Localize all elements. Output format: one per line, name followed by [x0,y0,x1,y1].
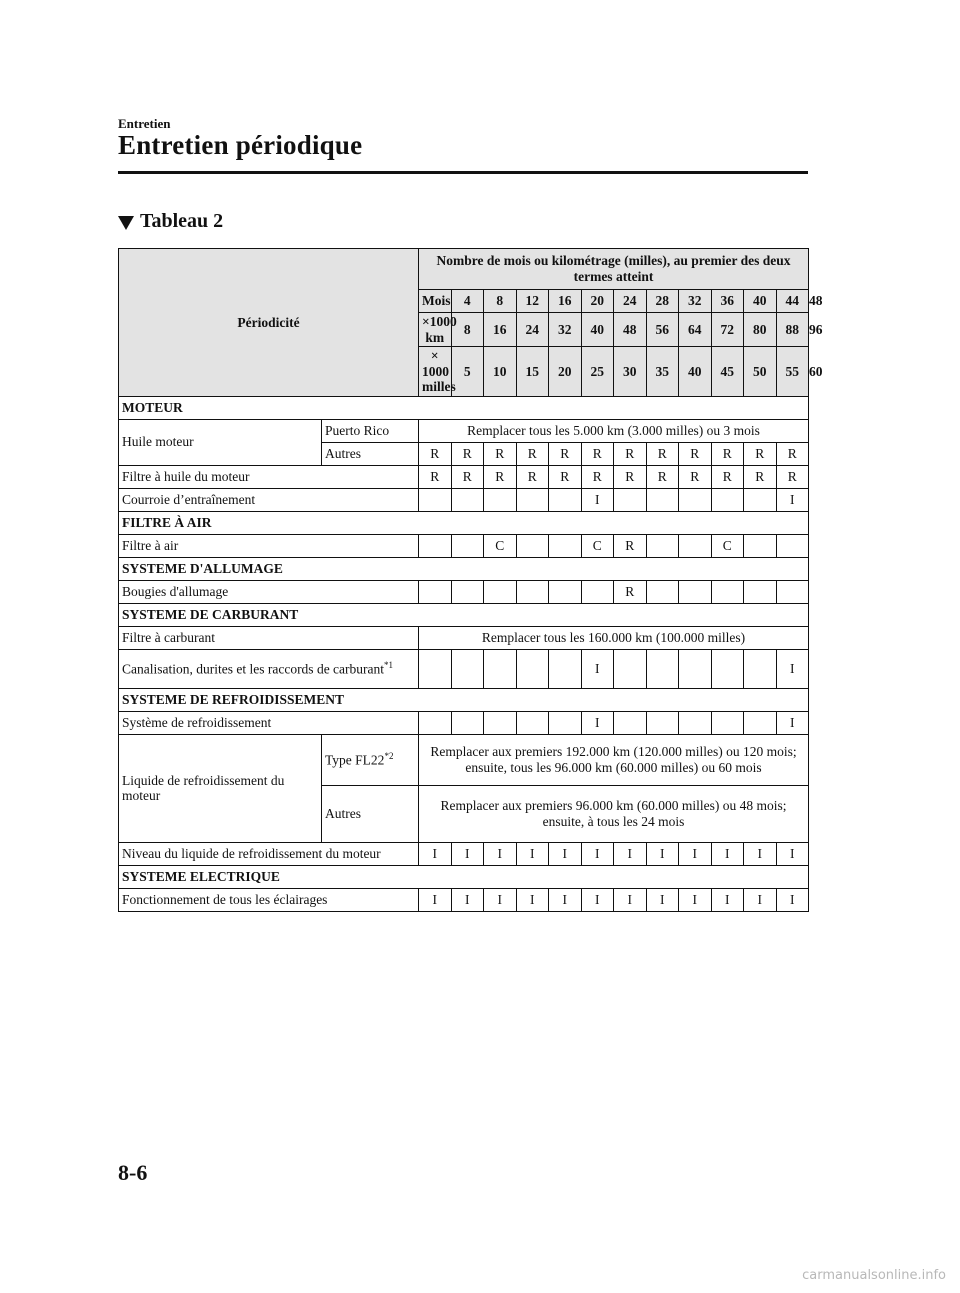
row-eclairages-cell: I [776,888,809,911]
row-courroie-cell [419,488,452,511]
header-value: 80 [744,313,777,347]
title-rule [118,171,808,174]
periodicite-header: Périodicité [119,249,419,397]
row-bougies-cell [516,580,549,603]
row-niveau-cell: I [484,842,517,865]
item-label: Filtre à air [119,534,419,557]
header-row-label: ×1000 km [419,313,452,347]
row-bougies-cell [419,580,452,603]
row-filtre-huile-cell: R [711,465,744,488]
header-value: 28 [646,290,679,313]
huile-autres-cell: R [549,442,582,465]
row-niveau-cell: I [744,842,777,865]
category-carburant [119,603,809,626]
table-heading-label: Tableau 2 [140,210,224,232]
span-text: Remplacer tous les 160.000 km (100.000 milles) [419,626,809,649]
header-value: 4 [451,290,484,313]
canalisation-cell [516,649,549,688]
page-title: Entretien périodique [118,130,363,160]
span-text [419,785,809,842]
row-courroie-cell: I [581,488,614,511]
row-systeme-refroid [119,711,809,734]
row-bougies [119,580,809,603]
huile-autres-cell: R [776,442,809,465]
header-value: 25 [581,347,614,397]
row-eclairages-cell: I [711,888,744,911]
item-label: Système de refroidissement [119,711,419,734]
watermark: carmanualsonline.info [802,1268,946,1283]
category-label: SYSTEME D'ALLUMAGE [119,557,809,580]
section-label: Entretien [118,116,171,131]
canalisation-cell: I [776,649,809,688]
row-filtre-air-cell [516,534,549,557]
row-filtre-huile-cell: R [744,465,777,488]
huile-autres-cell: R [484,442,517,465]
page-number: 8-6 [118,1160,148,1185]
row-eclairages-cell: I [516,888,549,911]
header-row-span [119,249,809,290]
row-filtre-huile-cell: R [614,465,647,488]
header-row-label: × 1000 milles [419,347,452,397]
header-value: 30 [614,347,647,397]
span-header: Nombre de mois ou kilométrage (milles), au premier des deux termes atteint [419,249,809,290]
category-allumage [119,557,809,580]
huile-autres-cell: R [581,442,614,465]
row-courroie-cell [744,488,777,511]
header-value: 88 [776,313,809,347]
row-courroie-cell: I [776,488,809,511]
header-row: × 1000 milles 5 10 15 20 25 30 35 40 45 50 55 60 [119,347,809,397]
header-value: 15 [516,347,549,397]
row-filtre-air-cell [646,534,679,557]
huile-autres-cell: R [419,442,452,465]
row-filtre-air-cell: R [614,534,647,557]
row-systeme-refroid-cell [451,711,484,734]
row-systeme-refroid-cell [711,711,744,734]
row-systeme-refroid-cell [744,711,777,734]
header-value: 10 [484,347,517,397]
category-electrique [119,865,809,888]
row-niveau-cell: I [516,842,549,865]
span-text: Remplacer tous les 5.000 km (3.000 milles) ou 3 mois [419,419,809,442]
row-filtre-air-cell [549,534,582,557]
canalisation-cell [744,649,777,688]
span-text-line: ensuite, à tous les 24 mois [542,813,685,829]
category-label: MOTEUR [119,396,809,419]
row-liquide-fl22 [119,734,809,785]
huile-autres-cell: R [679,442,712,465]
footnote-marker: *1 [384,660,394,671]
category-label: FILTRE À AIR [119,511,809,534]
canalisation-cell: I [581,649,614,688]
canalisation-cell [451,649,484,688]
header-row: Mois 4 8 12 16 20 24 28 32 36 40 44 48 [119,290,809,313]
header-value: 8 [484,290,517,313]
row-bougies-cell [549,580,582,603]
sub-label: Puerto Rico [322,419,419,442]
row-systeme-refroid-cell [614,711,647,734]
header-value: 40 [744,290,777,313]
huile-autres-cell: R [614,442,647,465]
canalisation-cell [419,649,452,688]
row-filtre-huile-cell: R [776,465,809,488]
span-text-line: Remplacer aux premiers 192.000 km (120.000 milles) ou 120 mois; [430,744,797,760]
row-courroie [119,488,809,511]
row-niveau-cell: I [614,842,647,865]
huile-autres-cell: R [451,442,484,465]
row-bougies-cell [679,580,712,603]
sub-label: Autres [322,442,419,465]
row-bougies-cell [776,580,809,603]
row-eclairages-cell: I [646,888,679,911]
row-courroie-cell [451,488,484,511]
header-value: 24 [516,313,549,347]
type-fl22-label: Type FL22 [325,752,385,768]
header-value: 35 [646,347,679,397]
row-courroie-cell [711,488,744,511]
row-eclairages-cell: I [549,888,582,911]
row-huile-puerto-rico [119,419,809,442]
item-label: Fonctionnement de tous les éclairages [119,888,419,911]
row-bougies-cell [581,580,614,603]
item-label: Bougies d'allumage [119,580,419,603]
header-value: 8 [451,313,484,347]
header-value: 72 [711,313,744,347]
row-bougies-cell [451,580,484,603]
row-canalisation [119,649,809,688]
canalisation-cell [679,649,712,688]
row-niveau-cell: I [776,842,809,865]
sub-label: Autres [322,785,419,842]
span-text-line: ensuite, tous les 96.000 km (60.000 milles) ou 60 mois [465,759,762,775]
row-bougies-cell: R [614,580,647,603]
row-filtre-air [119,534,809,557]
item-label: Filtre à carburant [119,626,419,649]
sub-label [322,734,419,785]
row-eclairages-cell: I [419,888,452,911]
header-value: 5 [451,347,484,397]
footnote-marker: *2 [384,751,394,762]
huile-autres-cell: R [646,442,679,465]
item-label: Niveau du liquide de refroidissement du moteur [119,842,419,865]
row-systeme-refroid-cell [646,711,679,734]
row-filtre-huile-cell: R [549,465,582,488]
item-label: Liquide de refroidissement du moteur [119,734,322,842]
item-label: Filtre à huile du moteur [119,465,419,488]
category-label: SYSTEME DE REFROIDISSEMENT [119,688,809,711]
header-value: 40 [679,347,712,397]
row-filtre-air-cell [744,534,777,557]
row-eclairages-cell: I [581,888,614,911]
canalisation-cell [549,649,582,688]
huile-autres-cell: R [711,442,744,465]
header-value: 36 [711,290,744,313]
row-systeme-refroid-cell: I [581,711,614,734]
row-systeme-refroid-cell: I [776,711,809,734]
header-value: 24 [614,290,647,313]
header-value: 48 [614,313,647,347]
item-label [119,649,419,688]
row-courroie-cell [614,488,647,511]
row-niveau-cell: I [549,842,582,865]
row-filtre-huile [119,465,809,488]
row-courroie-cell [549,488,582,511]
header-value: 56 [646,313,679,347]
row-niveau-cell: I [679,842,712,865]
row-courroie-cell [516,488,549,511]
row-filtre-huile-cell: R [581,465,614,488]
header-value: 45 [711,347,744,397]
header-row: ×1000 km 8 16 24 32 40 48 56 64 72 80 88 96 [119,313,809,347]
header-value: 12 [516,290,549,313]
huile-autres-cell: R [744,442,777,465]
row-niveau-cell: I [419,842,452,865]
canalisation-label: Canalisation, durites et les raccords de carburant [122,661,385,677]
row-eclairages-cell: I [679,888,712,911]
row-niveau-cell: I [646,842,679,865]
category-label: SYSTEME ELECTRIQUE [119,865,809,888]
row-bougies-cell [484,580,517,603]
row-filtre-air-cell: C [581,534,614,557]
row-systeme-refroid-cell [484,711,517,734]
huile-autres-cell: R [516,442,549,465]
row-courroie-cell [646,488,679,511]
row-filtre-huile-cell: R [451,465,484,488]
row-filtre-huile-cell: R [679,465,712,488]
row-eclairages-cell: I [614,888,647,911]
category-filtre-air [119,511,809,534]
header-value: 20 [549,347,582,397]
header-value: 44 [776,290,809,313]
category-moteur [119,396,809,419]
row-filtre-air-cell [776,534,809,557]
row-bougies-cell [744,580,777,603]
category-refroidissement [119,688,809,711]
row-niveau-cell: I [711,842,744,865]
header-value: 16 [549,290,582,313]
header-value: 20 [581,290,614,313]
row-bougies-cell [646,580,679,603]
row-courroie-cell [679,488,712,511]
triangle-down-icon [118,216,134,230]
row-filtre-air-cell: C [484,534,517,557]
row-systeme-refroid-cell [516,711,549,734]
maintenance-table [118,248,823,912]
row-filtre-carburant [119,626,809,649]
canalisation-cell [711,649,744,688]
row-systeme-refroid-cell [679,711,712,734]
row-filtre-air-cell [419,534,452,557]
row-eclairages [119,888,809,911]
row-filtre-air-cell: C [711,534,744,557]
span-text [419,734,809,785]
row-eclairages-cell: I [451,888,484,911]
category-label: SYSTEME DE CARBURANT [119,603,809,626]
canalisation-cell [614,649,647,688]
canalisation-cell [484,649,517,688]
header-value: 64 [679,313,712,347]
span-text-line: Remplacer aux premiers 96.000 km (60.000 milles) ou 48 mois; [440,798,787,814]
header-value: 40 [581,313,614,347]
canalisation-cell [646,649,679,688]
header-row-label: Mois [419,290,452,313]
row-niveau-cell: I [451,842,484,865]
header-value: 16 [484,313,517,347]
header-value: 50 [744,347,777,397]
row-niveau [119,842,809,865]
item-label: Huile moteur [119,419,322,465]
row-bougies-cell [711,580,744,603]
header-value: 55 [776,347,809,397]
row-eclairages-cell: I [484,888,517,911]
header-value: 32 [679,290,712,313]
row-courroie-cell [484,488,517,511]
row-filtre-air-cell [679,534,712,557]
row-filtre-huile-cell: R [516,465,549,488]
row-systeme-refroid-cell [549,711,582,734]
row-filtre-huile-cell: R [419,465,452,488]
header-value: 32 [549,313,582,347]
row-filtre-huile-cell: R [646,465,679,488]
table-heading [118,210,223,233]
row-filtre-huile-cell: R [484,465,517,488]
row-eclairages-cell: I [744,888,777,911]
row-filtre-air-cell [451,534,484,557]
item-label: Courroie d’entraînement [119,488,419,511]
row-systeme-refroid-cell [419,711,452,734]
row-niveau-cell: I [581,842,614,865]
